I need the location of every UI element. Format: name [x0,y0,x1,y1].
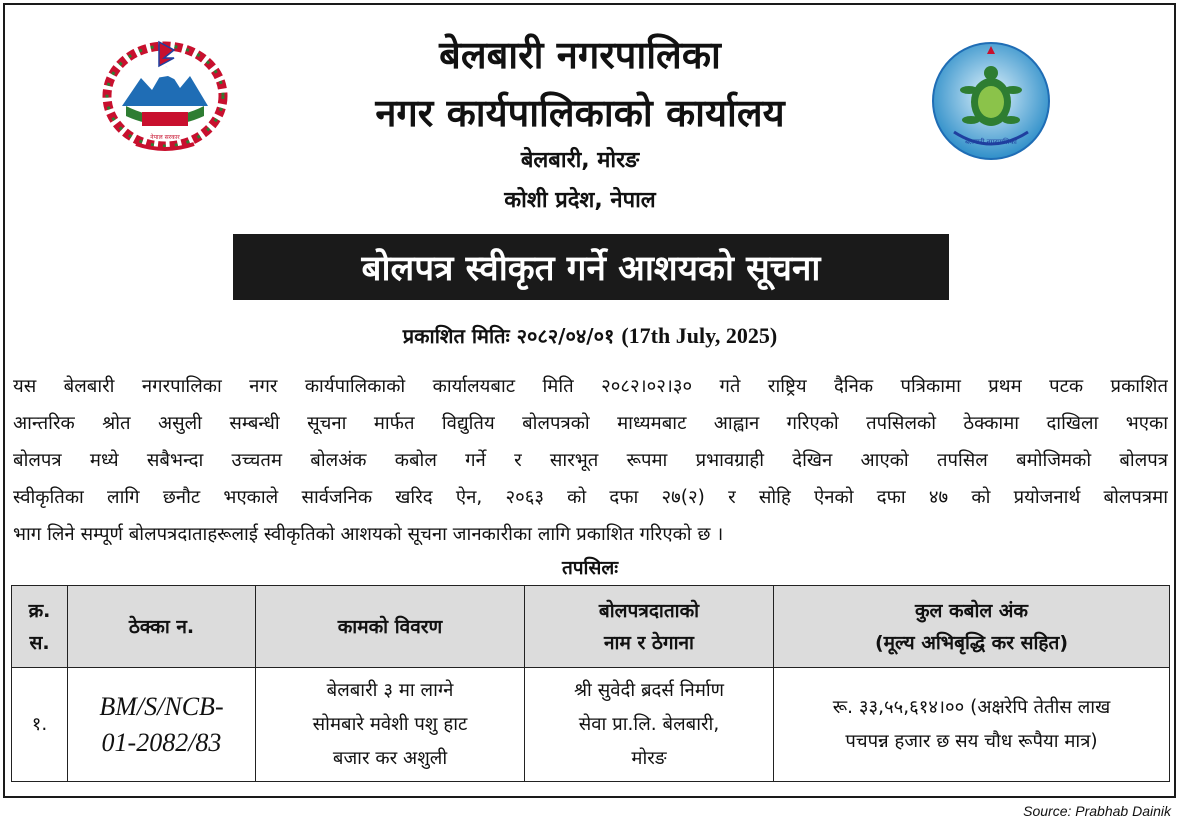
amount-line: पचपन्न हजार छ सय चौध रूपैया मात्र) [845,730,1098,752]
bidder-line: सेवा प्रा.लि. बेलबारी, [578,713,720,735]
header-bidder-line: बोलपत्रदाताको [598,599,700,622]
bidder-line: मोरङ [631,747,667,769]
cell-contract-no [68,668,256,782]
cell-work-description [256,668,525,782]
nepal-government-emblem-icon [96,36,234,154]
header-sn [12,586,68,668]
body-line: बोलपत्र मध्ये सबैभन्दा उच्चतम बोलअंक कबोल गर्ने र सारभूत रूपमा प्रभावग्राही देखिन आएको तपसिल बमोजिमको बोलपत्र [13,450,1168,471]
header-sn-line: स. [29,631,50,654]
publication-date-label: प्रकाशित मितिः [402,324,510,348]
work-description-line: बेलबारी ३ मा लाग्ने [326,679,454,701]
publication-date [200,322,980,349]
office-province: कोशी प्रदेश, नेपाल [504,188,656,213]
svg-text:बेलबारी नगरपालिका: बेलबारी नगरपालिका [965,138,1017,146]
amount-line: रू. ३३,५५,६१४।०० (अक्षरेपि तेतीस लाख [832,696,1111,718]
cell-sn: १. [12,668,68,782]
table-row [12,668,1170,782]
body-line: यस बेलबारी नगरपालिका नगर कार्यपालिकाको कार्यालयबाट मिति २०८२।०२।३० गते राष्ट्रिय दैनिक पत्रिकामा प्रथम पटक प्रकाशित [13,376,1168,397]
work-description-line: बजार कर अशुली [332,747,448,769]
office-location: बेलबारी, मोरङ [520,148,640,173]
header-contract-no: ठेक्का न. [68,586,256,668]
contract-table [11,585,1170,782]
bidder-line: श्री सुवेदी ब्रदर्स निर्माण [573,679,725,701]
source-credit: Source: Prabhab Dainik [1023,803,1171,819]
header-work-description: कामको विवरण [256,586,525,668]
header-bidder-line: नाम र ठेगाना [604,631,694,654]
svg-text:नेपाल सरकार: नेपाल सरकार [150,134,180,141]
work-description-line: सोमबारे मवेशी पशु हाट [312,713,468,735]
contract-no-line: 01-2082/83 [101,727,222,757]
body-line: स्वीकृतिका लागि छनौट भएकाले सार्वजनिक खरिद ऐन, २०६३ को दफा २७(२) र सोहि ऐनको दफा ४७ को प्रयोजनार्थ बोलपत्रमा [13,487,1168,508]
municipality-name: बेलबारी नगरपालिका [439,33,721,77]
notice-title: बोलपत्र स्वीकृत गर्ने आशयको सूचना [361,248,821,289]
header-amount-line: कुल कबोल अंक [914,599,1029,622]
notice-title-banner [233,234,949,300]
notice-body [13,368,1168,553]
header-sn-line: क्र. [28,599,51,622]
header-bidder [525,586,774,668]
table-caption: तपसिलः [561,557,619,579]
contract-no-line: BM/S/NCB- [99,691,224,721]
publication-date-english: (17th July, 2025) [621,323,778,348]
body-line: भाग लिने सम्पूर्ण बोलपत्रदाताहरूलाई स्वीकृतिको आशयको सूचना जानकारीका लागि प्रकाशित गरिएको छ । [13,524,724,545]
cell-total-amount [774,668,1170,782]
header-total-amount [774,586,1170,668]
table-header-row [12,586,1170,668]
publication-date-nepali: २०८२/०४/०१ [516,324,615,348]
belbari-municipality-logo-icon [930,40,1052,162]
header-amount-line: (मूल्य अभिबृद्धि कर सहित) [874,631,1069,654]
office-name: नगर कार्यपालिकाको कार्यालय [375,91,785,135]
body-line: आन्तरिक श्रोत असुली सम्बन्धी सूचना मार्फत विद्युतिय बोलपत्रको माध्यमबाट आह्वान गरिएको तपसिलको ठेक्कामा दाखिला भएका [13,413,1168,434]
cell-bidder [525,668,774,782]
